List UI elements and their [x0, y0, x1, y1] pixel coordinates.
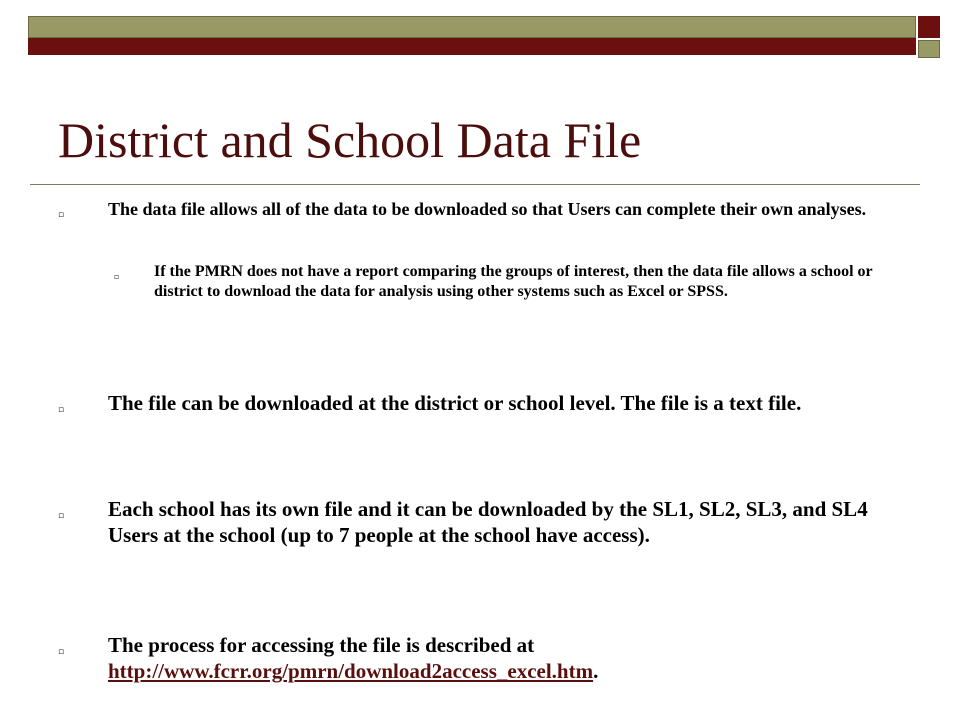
download-instructions-link[interactable]: http://www.fcrr.org/pmrn/download2access_excel.htm: [108, 659, 594, 683]
bullet-text: The data file allows all of the data to be downloaded so that Users can complete their own analyses.: [108, 199, 867, 219]
bullet-item: [58, 390, 908, 416]
sub-bullet-item: [114, 262, 914, 302]
bullet-text: Each school has its own file and it can be downloaded by the SL1, SL2, SL3, and SL4 Users at the school (up to 7 people at the school have access).: [108, 497, 868, 547]
bullet-text: [108, 632, 908, 684]
bullet-item: [58, 197, 908, 222]
square-bullet-icon: ▫: [58, 210, 65, 220]
bullet-text-after: .: [593, 659, 599, 683]
bullet-text: The file can be downloaded at the district or school level. The file is a text file.: [108, 391, 802, 415]
square-bullet-icon: ▫: [58, 647, 65, 657]
sub-bullet-text: If the PMRN does not have a report comparing the groups of interest, then the data file allows a school or district to download the data for analysis using other systems such as Excel or SPSS.: [154, 263, 873, 300]
bullet-text-before: The process for accessing the file is described at: [108, 633, 535, 657]
square-bullet-icon: ▫: [114, 272, 120, 281]
bullet-item: [58, 632, 908, 684]
square-bullet-icon: ▫: [58, 511, 65, 521]
square-bullet-icon: ▫: [58, 405, 65, 415]
bullet-item: [58, 496, 908, 548]
slide-title: District and School Data File: [58, 112, 642, 168]
